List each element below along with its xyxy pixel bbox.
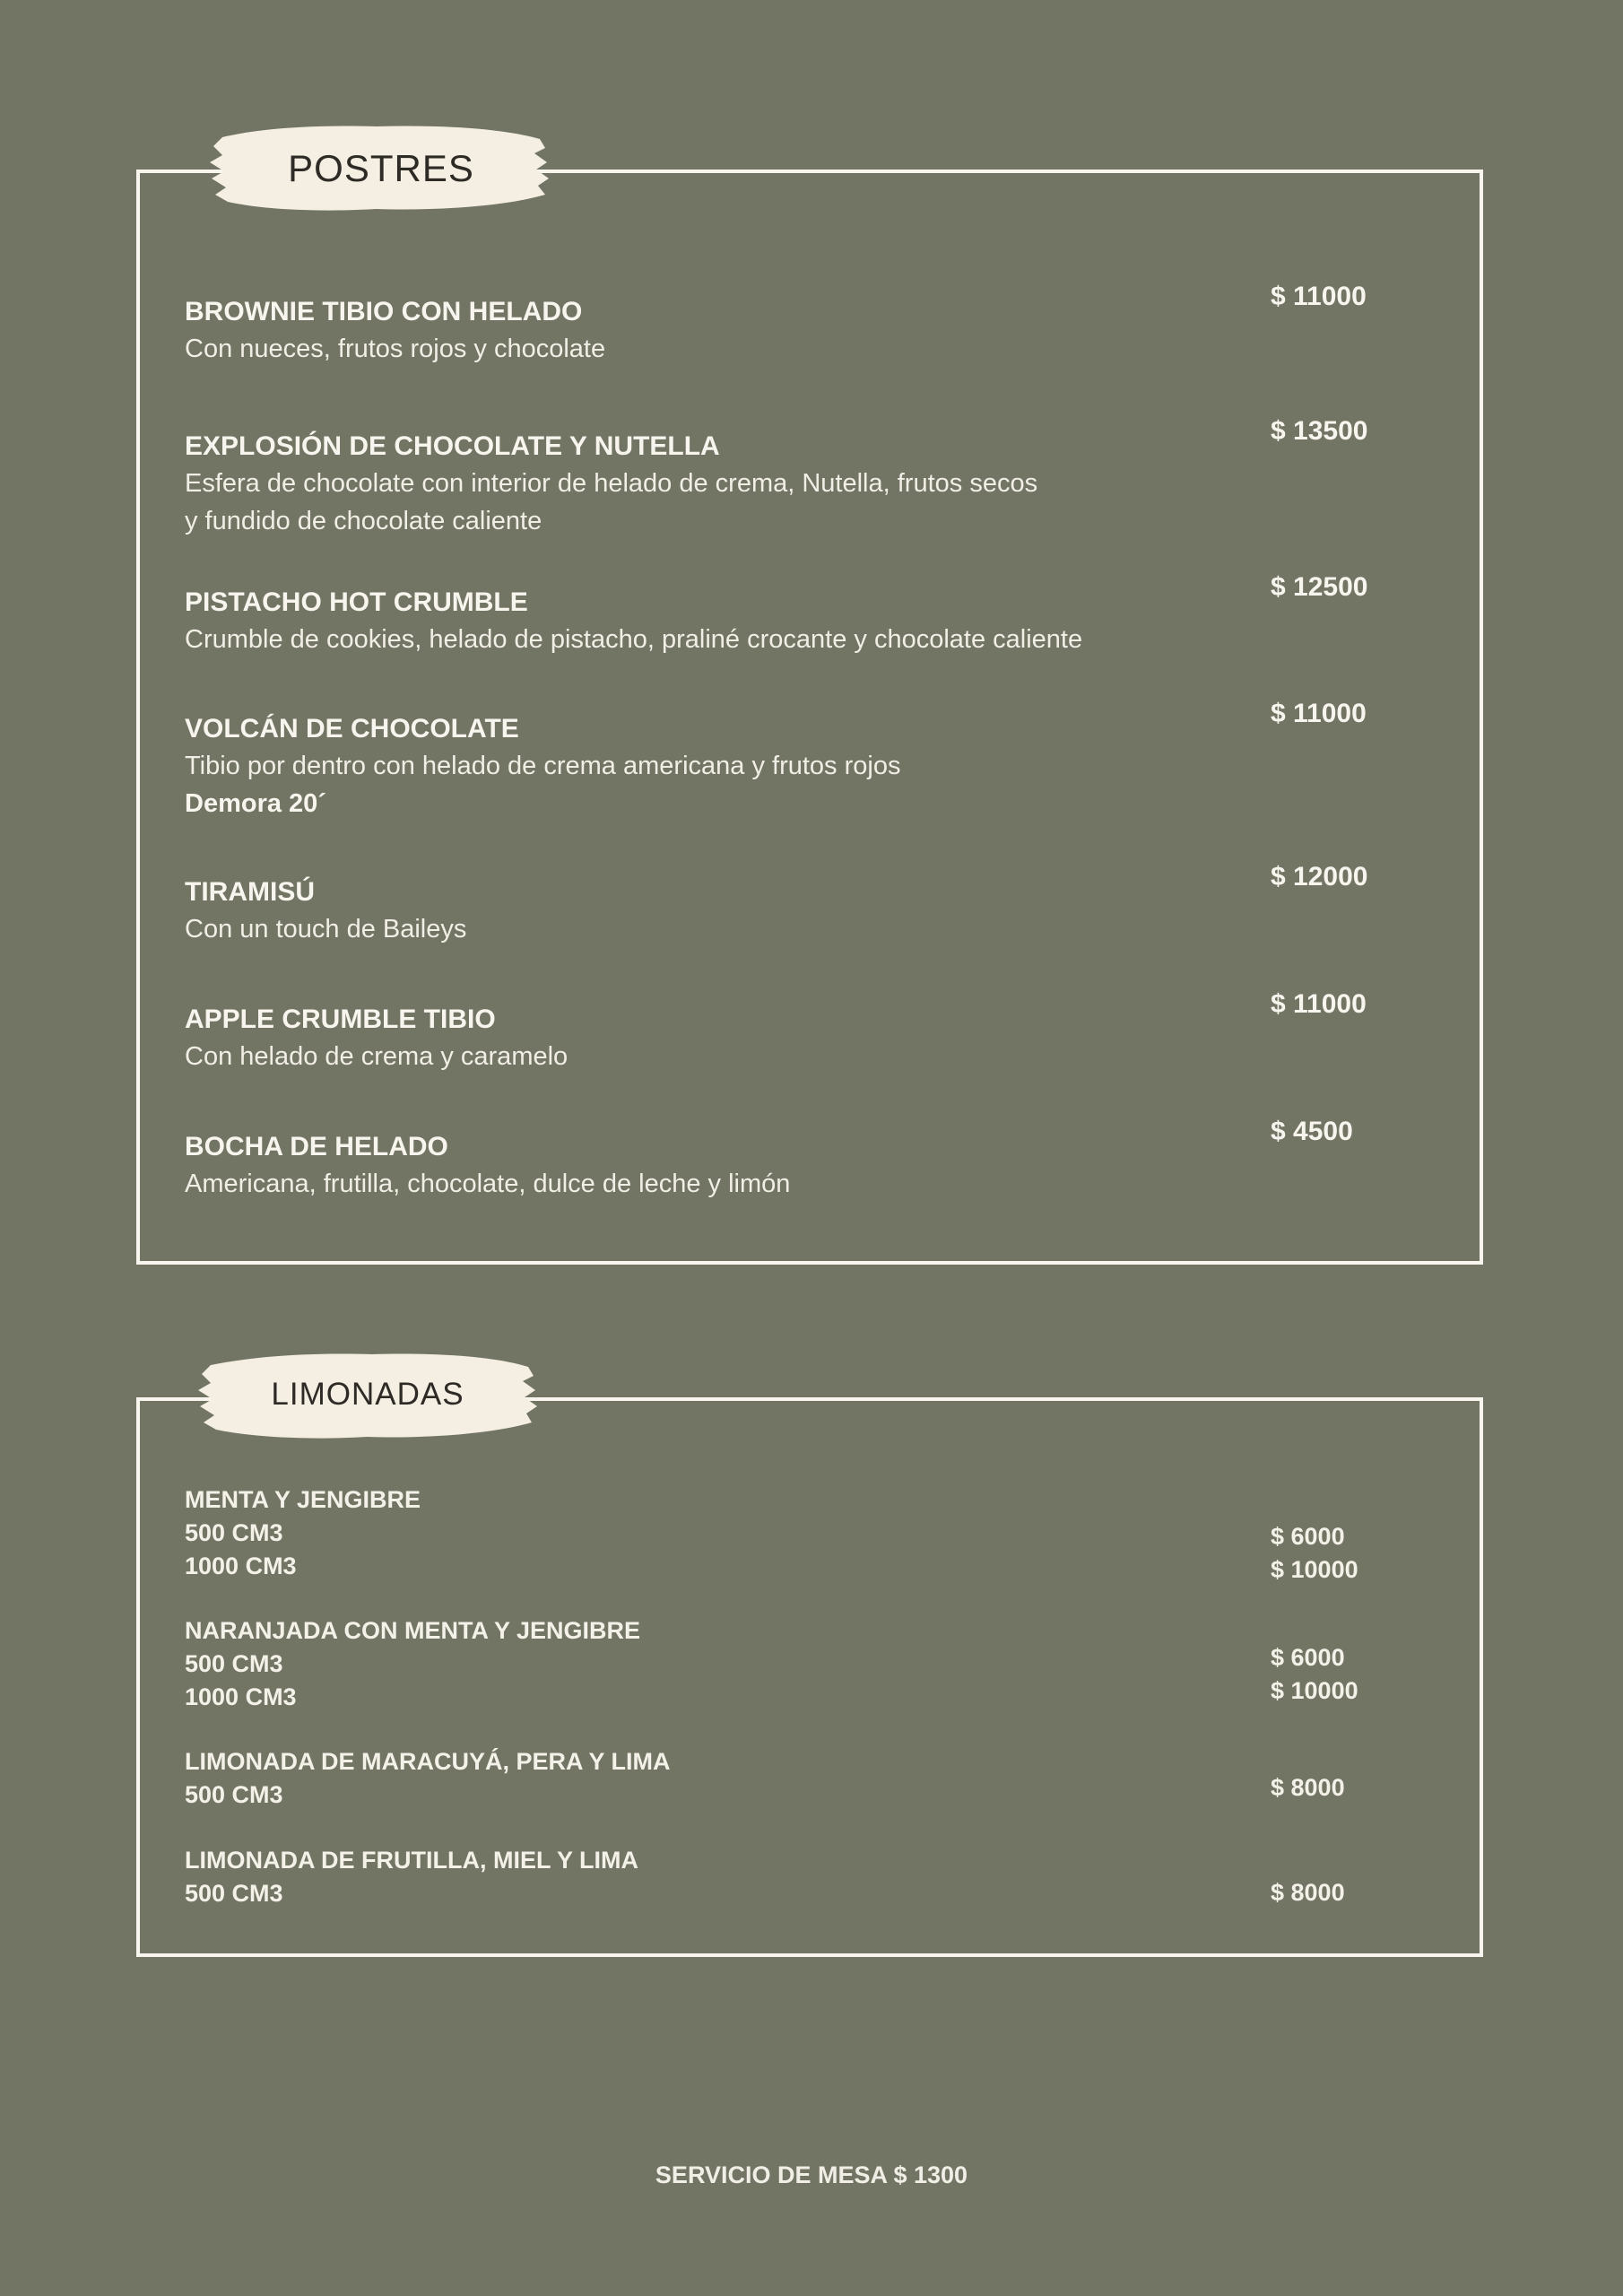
drink-item: [185, 1745, 671, 1812]
item-name: VOLCÁN DE CHOCOLATE: [185, 714, 519, 744]
drink-size: 500 CM3: [185, 1880, 283, 1907]
item-price: $ 13500: [1271, 416, 1368, 446]
item-description: Con nueces, frutos rojos y chocolate: [185, 335, 606, 363]
drink-item: [185, 1614, 640, 1714]
drink-size: 500 CM3: [185, 1650, 283, 1677]
drink-item: [185, 1483, 421, 1583]
table-service-fee: SERVICIO DE MESA $ 1300: [655, 2161, 968, 2188]
item-description: Americana, frutilla, chocolate, dulce de leche y limón: [185, 1170, 791, 1198]
item-description: Esfera de chocolate con interior de helado de crema, Nutella, frutos secos: [185, 469, 1038, 498]
item-name: BROWNIE TIBIO CON HELADO: [185, 297, 583, 326]
drink-size: 1000 CM3: [185, 1683, 297, 1710]
drink-size: 500 CM3: [185, 1781, 283, 1808]
drink-name: LIMONADA DE FRUTILLA, MIEL Y LIMA: [185, 1847, 638, 1874]
item-description: Con helado de crema y caramelo: [185, 1042, 568, 1071]
item-name: PISTACHO HOT CRUMBLE: [185, 587, 528, 617]
drink-name: NARANJADA CON MENTA Y JENGIBRE: [185, 1617, 641, 1644]
item-note: Demora 20´: [185, 789, 326, 818]
drink-price: $ 10000: [1271, 1677, 1358, 1704]
menu-item: [185, 874, 466, 948]
drink-size: 1000 CM3: [185, 1552, 297, 1579]
drink-price: $ 6000: [1271, 1644, 1345, 1671]
drink-item: [185, 1844, 638, 1910]
menu-item: [185, 294, 605, 368]
drink-name: LIMONADA DE MARACUYÁ, PERA Y LIMA: [185, 1748, 671, 1775]
item-description-line2: y fundido de chocolate caliente: [185, 507, 542, 535]
drink-price: $ 10000: [1271, 1556, 1358, 1583]
menu-item: [185, 711, 900, 822]
drink-name: MENTA Y JENGIBRE: [185, 1486, 421, 1513]
item-description: Tibio por dentro con helado de crema americana y frutos rojos: [185, 752, 901, 780]
item-price: $ 11000: [1271, 699, 1367, 728]
item-name: BOCHA DE HELADO: [185, 1132, 448, 1161]
item-price: $ 11000: [1271, 989, 1367, 1019]
menu-item: [185, 1002, 568, 1075]
item-name: EXPLOSIÓN DE CHOCOLATE Y NUTELLA: [185, 431, 720, 461]
limonadas-title-tag: [193, 1345, 542, 1444]
menu-item: [185, 585, 1082, 658]
item-name: APPLE CRUMBLE TIBIO: [185, 1004, 496, 1034]
drink-price: $ 8000: [1271, 1774, 1345, 1801]
postres-title-tag: [206, 119, 556, 218]
menu-item: [185, 429, 1037, 540]
item-description: Con un touch de Baileys: [185, 915, 467, 944]
item-name: TIRAMISÚ: [185, 877, 315, 907]
drink-price: $ 8000: [1271, 1879, 1345, 1906]
limonadas-title: LIMONADAS: [271, 1377, 464, 1412]
item-price: $ 12000: [1271, 862, 1368, 891]
postres-title: POSTRES: [288, 147, 474, 189]
drink-size: 500 CM3: [185, 1519, 283, 1546]
drink-price: $ 6000: [1271, 1523, 1345, 1550]
item-description: Crumble de cookies, helado de pistacho, praliné crocante y chocolate caliente: [185, 625, 1083, 654]
item-price: $ 11000: [1271, 282, 1367, 311]
item-price: $ 4500: [1271, 1117, 1353, 1146]
item-price: $ 12500: [1271, 572, 1368, 602]
menu-item: [185, 1129, 790, 1203]
